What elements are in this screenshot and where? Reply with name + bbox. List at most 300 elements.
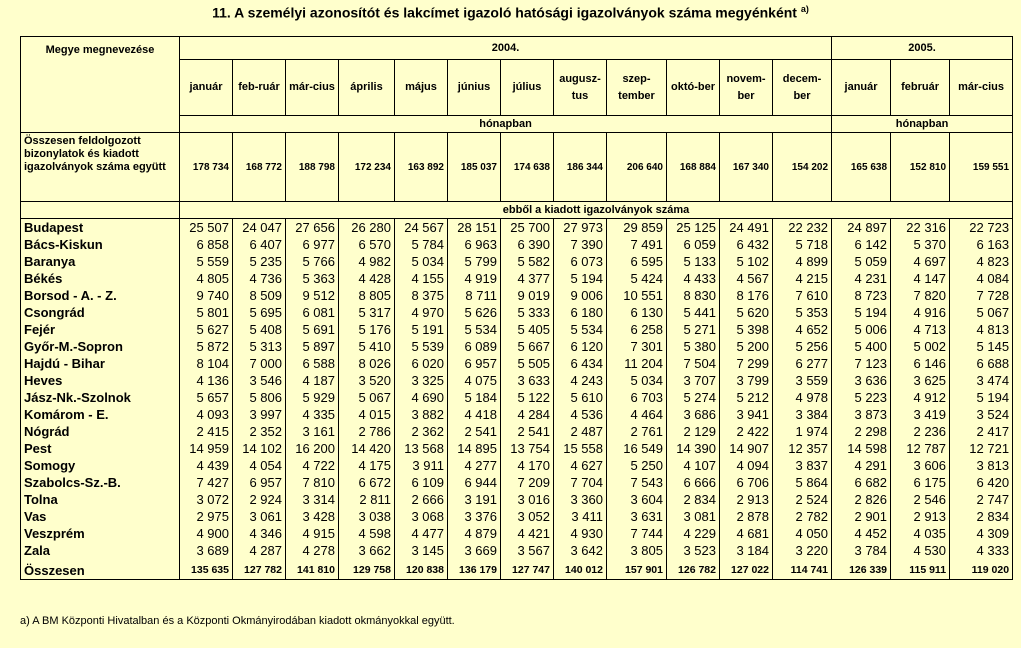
value-cell: 4 681: [720, 525, 773, 542]
value-cell: 4 170: [501, 457, 554, 474]
county-name: Komárom - E.: [21, 406, 180, 423]
value-cell: 2 417: [950, 423, 1013, 440]
value-cell: 28 151: [448, 219, 501, 237]
value-cell: 5 250: [607, 457, 667, 474]
value-cell: 6 858: [180, 236, 233, 253]
value-cell: 5 400: [832, 338, 891, 355]
value-cell: 3 052: [501, 508, 554, 525]
value-cell: 8 830: [667, 287, 720, 304]
value-cell: 6 682: [832, 474, 891, 491]
table-row: [21, 236, 1013, 253]
value-cell: 8 509: [233, 287, 286, 304]
value-cell: 5 559: [180, 253, 233, 270]
value-cell: 4 930: [554, 525, 607, 542]
value-cell: 4 805: [180, 270, 233, 287]
county-name: Heves: [21, 372, 180, 389]
value-cell: 14 598: [832, 440, 891, 457]
value-cell: 3 161: [286, 423, 339, 440]
value-cell: 5 067: [339, 389, 395, 406]
month-header: már-cius: [950, 60, 1013, 116]
county-name: Szabolcs-Sz.-B.: [21, 474, 180, 491]
value-cell: 4 187: [286, 372, 339, 389]
value-cell: 6 175: [891, 474, 950, 491]
totals-row-cell: 206 640: [607, 133, 667, 202]
county-name: Vas: [21, 508, 180, 525]
value-cell: 5 408: [233, 321, 286, 338]
value-cell: 5 582: [501, 253, 554, 270]
value-cell: 4 823: [950, 253, 1013, 270]
value-cell: 3 997: [233, 406, 286, 423]
value-cell: 4 215: [773, 270, 832, 287]
value-cell: 2 924: [233, 491, 286, 508]
value-cell: 3 784: [832, 542, 891, 559]
value-cell: 4 333: [950, 542, 1013, 559]
value-cell: 5 059: [832, 253, 891, 270]
county-name: Veszprém: [21, 525, 180, 542]
value-cell: 5 122: [501, 389, 554, 406]
value-cell: 4 722: [286, 457, 339, 474]
table-row: [21, 525, 1013, 542]
value-cell: 2 415: [180, 423, 233, 440]
value-cell: 4 136: [180, 372, 233, 389]
value-cell: 2 786: [339, 423, 395, 440]
value-cell: 4 277: [448, 457, 501, 474]
totals-row-cell: 168 772: [233, 133, 286, 202]
value-cell: 7 543: [607, 474, 667, 491]
value-cell: 13 568: [395, 440, 448, 457]
value-cell: 3 520: [339, 372, 395, 389]
value-cell: 3 068: [395, 508, 448, 525]
table-row: [21, 389, 1013, 406]
value-cell: 4 982: [339, 253, 395, 270]
totals-row-cell: 178 734: [180, 133, 233, 202]
value-cell: 5 006: [832, 321, 891, 338]
value-cell: 4 094: [720, 457, 773, 474]
value-cell: 22 723: [950, 219, 1013, 237]
value-cell: 5 784: [395, 236, 448, 253]
totals-row-cell: 174 638: [501, 133, 554, 202]
value-cell: 4 229: [667, 525, 720, 542]
value-cell: 2 541: [501, 423, 554, 440]
value-cell: 14 959: [180, 440, 233, 457]
value-cell: 3 474: [950, 372, 1013, 389]
value-cell: 6 977: [286, 236, 339, 253]
value-cell: 3 642: [554, 542, 607, 559]
value-cell: 4 346: [233, 525, 286, 542]
value-cell: 24 567: [395, 219, 448, 237]
value-cell: 5 067: [950, 304, 1013, 321]
value-cell: 2 761: [607, 423, 667, 440]
value-cell: 4 652: [773, 321, 832, 338]
value-cell: 6 944: [448, 474, 501, 491]
value-cell: 6 420: [950, 474, 1013, 491]
value-cell: 4 433: [667, 270, 720, 287]
month-header: április: [339, 60, 395, 116]
sum-cell: 126 782: [667, 559, 720, 580]
value-cell: 6 957: [233, 474, 286, 491]
value-cell: 3 686: [667, 406, 720, 423]
value-cell: 5 801: [180, 304, 233, 321]
value-cell: 2 975: [180, 508, 233, 525]
sum-row-label: Összesen: [21, 559, 180, 580]
value-cell: 7 728: [950, 287, 1013, 304]
value-cell: 3 061: [233, 508, 286, 525]
value-cell: 6 059: [667, 236, 720, 253]
sum-cell: 127 782: [233, 559, 286, 580]
value-cell: 3 314: [286, 491, 339, 508]
value-cell: 15 558: [554, 440, 607, 457]
value-cell: 4 690: [395, 389, 448, 406]
value-cell: 8 711: [448, 287, 501, 304]
value-cell: 4 291: [832, 457, 891, 474]
title-text: 11. A személyi azonosítót és lakcímet igazoló hatósági igazolványok száma megyénként: [212, 4, 797, 21]
value-cell: 7 299: [720, 355, 773, 372]
table-row: [21, 270, 1013, 287]
value-cell: 3 631: [607, 508, 667, 525]
value-cell: 3 072: [180, 491, 233, 508]
value-cell: 16 549: [607, 440, 667, 457]
value-cell: 4 912: [891, 389, 950, 406]
value-cell: 12 787: [891, 440, 950, 457]
month-header: január: [180, 60, 233, 116]
value-cell: 13 754: [501, 440, 554, 457]
value-cell: 5 353: [773, 304, 832, 321]
value-cell: 6 963: [448, 236, 501, 253]
value-cell: 6 706: [720, 474, 773, 491]
title-footnote-mark: a): [800, 4, 809, 14]
value-cell: 5 534: [448, 321, 501, 338]
value-cell: 3 873: [832, 406, 891, 423]
value-cell: 5 505: [501, 355, 554, 372]
value-cell: 5 627: [180, 321, 233, 338]
totals-row-cell: 154 202: [773, 133, 832, 202]
totals-row-cell: 172 234: [339, 133, 395, 202]
month-header: már-cius: [286, 60, 339, 116]
value-cell: 8 176: [720, 287, 773, 304]
value-cell: 5 194: [950, 389, 1013, 406]
table-row: [21, 287, 1013, 304]
totals-row-cell: 159 551: [950, 133, 1013, 202]
table-row: [21, 406, 1013, 423]
value-cell: 3 428: [286, 508, 339, 525]
month-header: február: [891, 60, 950, 116]
value-cell: 5 102: [720, 253, 773, 270]
table-row: [21, 491, 1013, 508]
value-cell: 5 626: [448, 304, 501, 321]
value-cell: 2 782: [773, 508, 832, 525]
value-cell: 24 047: [233, 219, 286, 237]
value-cell: 4 428: [339, 270, 395, 287]
sum-cell: 126 339: [832, 559, 891, 580]
totals-row-cell: 167 340: [720, 133, 773, 202]
sum-cell: 129 758: [339, 559, 395, 580]
value-cell: 3 837: [773, 457, 832, 474]
value-cell: 2 878: [720, 508, 773, 525]
value-cell: 5 002: [891, 338, 950, 355]
value-cell: 5 539: [395, 338, 448, 355]
value-cell: 5 620: [720, 304, 773, 321]
value-cell: 5 191: [395, 321, 448, 338]
value-cell: 25 125: [667, 219, 720, 237]
value-cell: 2 236: [891, 423, 950, 440]
value-cell: 2 541: [448, 423, 501, 440]
value-cell: 5 534: [554, 321, 607, 338]
value-cell: 6 703: [607, 389, 667, 406]
value-cell: 4 309: [950, 525, 1013, 542]
value-cell: 6 109: [395, 474, 448, 491]
value-cell: 2 524: [773, 491, 832, 508]
value-cell: 24 897: [832, 219, 891, 237]
month-header: feb-ruár: [233, 60, 286, 116]
value-cell: 16 200: [286, 440, 339, 457]
value-cell: 2 487: [554, 423, 607, 440]
value-cell: 7 123: [832, 355, 891, 372]
value-cell: 6 666: [667, 474, 720, 491]
value-cell: 6 434: [554, 355, 607, 372]
value-cell: 5 398: [720, 321, 773, 338]
month-header: októ-ber: [667, 60, 720, 116]
table-row: [21, 423, 1013, 440]
value-cell: 3 524: [950, 406, 1013, 423]
value-cell: 2 352: [233, 423, 286, 440]
sum-cell: 127 022: [720, 559, 773, 580]
sum-cell: 127 747: [501, 559, 554, 580]
value-cell: 4 377: [501, 270, 554, 287]
table-row: [21, 508, 1013, 525]
county-name: Borsod - A. - Z.: [21, 287, 180, 304]
sum-cell: 136 179: [448, 559, 501, 580]
value-cell: 25 700: [501, 219, 554, 237]
value-cell: 3 145: [395, 542, 448, 559]
value-cell: 5 929: [286, 389, 339, 406]
value-cell: 2 826: [832, 491, 891, 508]
value-cell: 11 204: [607, 355, 667, 372]
value-cell: 4 530: [891, 542, 950, 559]
county-name: Baranya: [21, 253, 180, 270]
value-cell: 4 477: [395, 525, 448, 542]
page-title: [0, 4, 1021, 21]
value-cell: 5 806: [233, 389, 286, 406]
value-cell: 5 333: [501, 304, 554, 321]
county-name: Hajdú - Bihar: [21, 355, 180, 372]
totals-row-cell: 188 798: [286, 133, 339, 202]
totals-row-cell: 163 892: [395, 133, 448, 202]
unit-label-2005: hónapban: [832, 116, 1013, 133]
value-cell: 4 243: [554, 372, 607, 389]
value-cell: 5 718: [773, 236, 832, 253]
footnote: a) A BM Központi Hivatalban és a Központi Okmányirodában kiadott okmányokkal együtt.: [20, 615, 455, 627]
month-header: június: [448, 60, 501, 116]
table-row: [21, 542, 1013, 559]
value-cell: 7 820: [891, 287, 950, 304]
value-cell: 5 256: [773, 338, 832, 355]
value-cell: 3 941: [720, 406, 773, 423]
value-cell: 4 107: [667, 457, 720, 474]
value-cell: 4 899: [773, 253, 832, 270]
value-cell: 5 424: [607, 270, 667, 287]
value-cell: 4 015: [339, 406, 395, 423]
value-cell: 3 625: [891, 372, 950, 389]
totals-row-cell: 168 884: [667, 133, 720, 202]
value-cell: 22 316: [891, 219, 950, 237]
value-cell: 2 811: [339, 491, 395, 508]
value-cell: 4 536: [554, 406, 607, 423]
value-cell: 3 016: [501, 491, 554, 508]
value-cell: 3 220: [773, 542, 832, 559]
county-column-header: Megye megnevezése: [21, 37, 180, 133]
value-cell: 12 357: [773, 440, 832, 457]
value-cell: 3 384: [773, 406, 832, 423]
value-cell: 3 559: [773, 372, 832, 389]
value-cell: 2 546: [891, 491, 950, 508]
value-cell: 7 390: [554, 236, 607, 253]
value-cell: 5 235: [233, 253, 286, 270]
issued-subheader: ebből a kiadott igazolványok száma: [180, 202, 1013, 219]
value-cell: 4 598: [339, 525, 395, 542]
value-cell: 14 895: [448, 440, 501, 457]
value-cell: 4 155: [395, 270, 448, 287]
sum-cell: 140 012: [554, 559, 607, 580]
table-row: [21, 219, 1013, 237]
value-cell: 4 919: [448, 270, 501, 287]
value-cell: 5 441: [667, 304, 720, 321]
value-cell: 4 464: [607, 406, 667, 423]
value-cell: 5 799: [448, 253, 501, 270]
value-cell: 4 084: [950, 270, 1013, 287]
sum-row: [21, 559, 1013, 580]
value-cell: 5 766: [286, 253, 339, 270]
value-cell: 6 073: [554, 253, 607, 270]
value-cell: 6 120: [554, 338, 607, 355]
value-cell: 5 657: [180, 389, 233, 406]
county-name: Tolna: [21, 491, 180, 508]
value-cell: 8 104: [180, 355, 233, 372]
value-cell: 3 546: [233, 372, 286, 389]
value-cell: 3 604: [607, 491, 667, 508]
table-row: [21, 321, 1013, 338]
value-cell: 4 287: [233, 542, 286, 559]
value-cell: 2 901: [832, 508, 891, 525]
value-cell: 4 567: [720, 270, 773, 287]
value-cell: 4 879: [448, 525, 501, 542]
value-cell: 2 913: [720, 491, 773, 508]
value-cell: 2 834: [667, 491, 720, 508]
value-cell: 4 452: [832, 525, 891, 542]
value-cell: 5 405: [501, 321, 554, 338]
sum-cell: 114 741: [773, 559, 832, 580]
value-cell: 3 325: [395, 372, 448, 389]
county-name: Nógrád: [21, 423, 180, 440]
value-cell: 3 636: [832, 372, 891, 389]
value-cell: 5 864: [773, 474, 832, 491]
value-cell: 5 410: [339, 338, 395, 355]
table-row: [21, 440, 1013, 457]
value-cell: 14 420: [339, 440, 395, 457]
value-cell: 3 360: [554, 491, 607, 508]
value-cell: 6 146: [891, 355, 950, 372]
county-name: Jász-Nk.-Szolnok: [21, 389, 180, 406]
value-cell: 5 194: [554, 270, 607, 287]
value-cell: 3 805: [607, 542, 667, 559]
value-cell: 4 697: [891, 253, 950, 270]
value-cell: 7 427: [180, 474, 233, 491]
month-header: augusz-tus: [554, 60, 607, 116]
value-cell: 4 627: [554, 457, 607, 474]
county-name: Csongrád: [21, 304, 180, 321]
unit-label-2004: hónapban: [180, 116, 832, 133]
value-cell: 25 507: [180, 219, 233, 237]
value-cell: 2 834: [950, 508, 1013, 525]
county-name: Békés: [21, 270, 180, 287]
value-cell: 5 610: [554, 389, 607, 406]
value-cell: 6 570: [339, 236, 395, 253]
value-cell: 4 050: [773, 525, 832, 542]
value-cell: 2 913: [891, 508, 950, 525]
value-cell: 4 900: [180, 525, 233, 542]
value-cell: 6 432: [720, 236, 773, 253]
value-cell: 6 672: [339, 474, 395, 491]
table-row: [21, 304, 1013, 321]
value-cell: 5 145: [950, 338, 1013, 355]
value-cell: 5 380: [667, 338, 720, 355]
value-cell: 3 662: [339, 542, 395, 559]
county-name: Budapest: [21, 219, 180, 237]
value-cell: 7 744: [607, 525, 667, 542]
value-cell: 3 376: [448, 508, 501, 525]
value-cell: 2 298: [832, 423, 891, 440]
value-cell: 14 907: [720, 440, 773, 457]
value-cell: 1 974: [773, 423, 832, 440]
totals-row-label: Összesen feldolgozott bizonylatok és kiadott igazolványok száma együtt: [21, 133, 180, 202]
month-header: novem-ber: [720, 60, 773, 116]
value-cell: 7 610: [773, 287, 832, 304]
value-cell: 7 504: [667, 355, 720, 372]
value-cell: 7 209: [501, 474, 554, 491]
totals-row-cell: 185 037: [448, 133, 501, 202]
value-cell: 6 595: [607, 253, 667, 270]
value-cell: 9 740: [180, 287, 233, 304]
value-cell: 3 038: [339, 508, 395, 525]
table-row: [21, 338, 1013, 355]
month-header: május: [395, 60, 448, 116]
value-cell: 5 363: [286, 270, 339, 287]
value-cell: 3 606: [891, 457, 950, 474]
value-cell: 5 317: [339, 304, 395, 321]
year-2005-header: 2005.: [832, 37, 1013, 60]
county-name: Somogy: [21, 457, 180, 474]
value-cell: 3 813: [950, 457, 1013, 474]
value-cell: 4 075: [448, 372, 501, 389]
value-cell: 4 147: [891, 270, 950, 287]
value-cell: 9 006: [554, 287, 607, 304]
value-cell: 3 567: [501, 542, 554, 559]
value-cell: 4 035: [891, 525, 950, 542]
value-cell: 4 915: [286, 525, 339, 542]
sum-cell: 119 020: [950, 559, 1013, 580]
value-cell: 4 054: [233, 457, 286, 474]
value-cell: 14 390: [667, 440, 720, 457]
value-cell: 6 020: [395, 355, 448, 372]
value-cell: 24 491: [720, 219, 773, 237]
totals-row-cell: 186 344: [554, 133, 607, 202]
value-cell: 5 200: [720, 338, 773, 355]
sum-cell: 120 838: [395, 559, 448, 580]
table-row: [21, 253, 1013, 270]
value-cell: 4 278: [286, 542, 339, 559]
totals-row-cell: 152 810: [891, 133, 950, 202]
month-header: január: [832, 60, 891, 116]
value-cell: 3 707: [667, 372, 720, 389]
